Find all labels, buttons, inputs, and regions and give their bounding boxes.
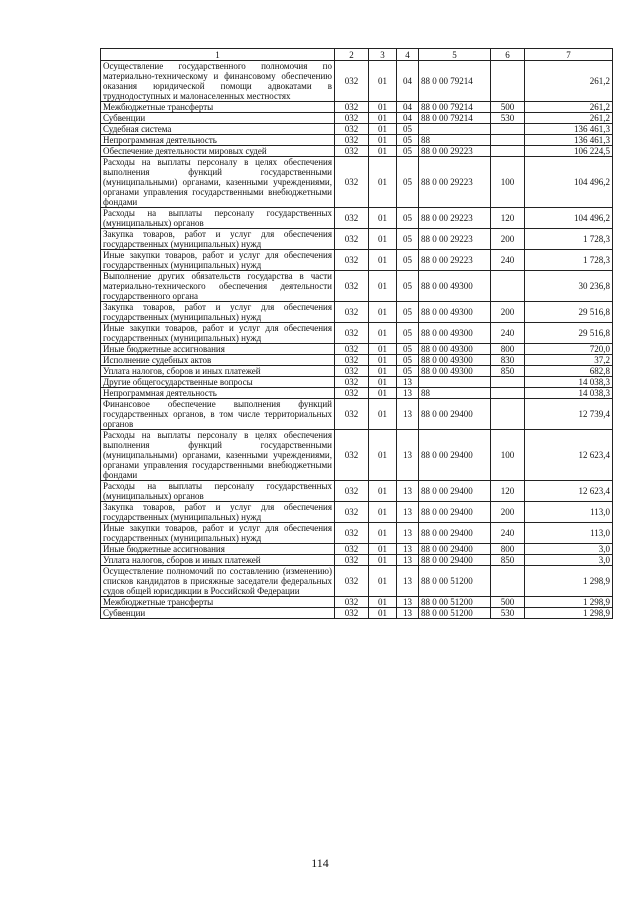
table-row — [101, 61, 613, 102]
row-target-article: 88 0 00 51200 — [419, 608, 491, 619]
row-section: 01 — [369, 597, 397, 608]
row-section: 01 — [369, 271, 397, 302]
row-expense-type: 200 — [491, 229, 525, 250]
row-amount: 14 038,3 — [525, 388, 613, 399]
row-target-article: 88 0 00 49300 — [419, 271, 491, 302]
row-subsection: 05 — [397, 208, 419, 229]
row-subsection: 13 — [397, 523, 419, 544]
row-expense-type: 850 — [491, 555, 525, 566]
row-section: 01 — [369, 608, 397, 619]
row-expense-type — [491, 377, 525, 388]
row-section: 01 — [369, 113, 397, 124]
row-ministry-code: 032 — [335, 502, 369, 523]
row-amount: 12 623,4 — [525, 430, 613, 481]
row-amount: 1 728,3 — [525, 229, 613, 250]
row-section: 01 — [369, 208, 397, 229]
row-ministry-code: 032 — [335, 302, 369, 323]
row-amount: 14 038,3 — [525, 377, 613, 388]
row-subsection: 05 — [397, 124, 419, 135]
row-expense-type: 240 — [491, 250, 525, 271]
row-target-article: 88 0 00 29223 — [419, 208, 491, 229]
row-expense-type: 240 — [491, 523, 525, 544]
row-name: Иные закупки товаров, работ и услуг для обеспечения государственных (муниципальных) нужд — [101, 523, 335, 544]
row-name: Расходы на выплаты персоналу в целях обеспечения выполнения функций государственными (муниципальными) органами, казенными учреждениями, органами управления государственными внебюджетными фондами — [101, 430, 335, 481]
row-name: Закупка товаров, работ и услуг для обеспечения государственных (муниципальных) нужд — [101, 302, 335, 323]
row-name: Осуществление государственного полномочия по материально-техническому и финансовому обеспечению оказания юридической помощи адвокатами в труднодоступных и малонаселенных местностях — [101, 61, 335, 102]
row-ministry-code: 032 — [335, 388, 369, 399]
table-row — [101, 523, 613, 544]
header-cell-3: 3 — [369, 49, 397, 61]
row-section: 01 — [369, 157, 397, 208]
row-ministry-code: 032 — [335, 544, 369, 555]
row-subsection: 04 — [397, 102, 419, 113]
table-row — [101, 566, 613, 597]
row-amount: 3,0 — [525, 555, 613, 566]
header-cell-7: 7 — [525, 49, 613, 61]
row-name: Закупка товаров, работ и услуг для обеспечения государственных (муниципальных) нужд — [101, 502, 335, 523]
row-ministry-code: 032 — [335, 399, 369, 430]
row-ministry-code: 032 — [335, 377, 369, 388]
table-row — [101, 302, 613, 323]
row-expense-type: 800 — [491, 344, 525, 355]
row-expense-type: 200 — [491, 502, 525, 523]
row-expense-type — [491, 399, 525, 430]
row-section: 01 — [369, 61, 397, 102]
row-target-article: 88 0 00 29223 — [419, 250, 491, 271]
row-target-article: 88 0 00 49300 — [419, 302, 491, 323]
row-ministry-code: 032 — [335, 135, 369, 146]
table-row — [101, 323, 613, 344]
row-subsection: 13 — [397, 566, 419, 597]
row-expense-type: 200 — [491, 302, 525, 323]
table-row — [101, 597, 613, 608]
row-ministry-code: 032 — [335, 430, 369, 481]
row-name: Финансовое обеспечение выполнения функций государственных органов, в том числе территориальных органов — [101, 399, 335, 430]
row-expense-type: 530 — [491, 113, 525, 124]
row-expense-type: 830 — [491, 355, 525, 366]
row-expense-type — [491, 61, 525, 102]
row-ministry-code: 032 — [335, 566, 369, 597]
row-subsection: 13 — [397, 481, 419, 502]
row-ministry-code: 032 — [335, 608, 369, 619]
row-section: 01 — [369, 523, 397, 544]
row-section: 01 — [369, 566, 397, 597]
row-amount: 12 623,4 — [525, 481, 613, 502]
row-amount: 261,2 — [525, 102, 613, 113]
row-ministry-code: 032 — [335, 102, 369, 113]
row-expense-type: 120 — [491, 208, 525, 229]
table-row — [101, 355, 613, 366]
row-subsection: 13 — [397, 502, 419, 523]
row-ministry-code: 032 — [335, 323, 369, 344]
row-subsection: 05 — [397, 146, 419, 157]
row-name: Расходы на выплаты персоналу государственных (муниципальных) органов — [101, 481, 335, 502]
budget-table — [100, 48, 613, 619]
header-cell-4: 4 — [397, 49, 419, 61]
row-target-article: 88 0 00 29223 — [419, 229, 491, 250]
row-ministry-code: 032 — [335, 271, 369, 302]
row-subsection: 05 — [397, 271, 419, 302]
row-name: Субвенции — [101, 608, 335, 619]
row-target-article: 88 0 00 29400 — [419, 399, 491, 430]
row-expense-type — [491, 135, 525, 146]
row-subsection: 05 — [397, 344, 419, 355]
header-cell-2: 2 — [335, 49, 369, 61]
row-amount: 682,8 — [525, 366, 613, 377]
row-expense-type: 500 — [491, 102, 525, 113]
row-expense-type — [491, 146, 525, 157]
row-section: 01 — [369, 430, 397, 481]
row-section: 01 — [369, 344, 397, 355]
row-name: Иные бюджетные ассигнования — [101, 344, 335, 355]
row-expense-type: 240 — [491, 323, 525, 344]
row-target-article: 88 0 00 29400 — [419, 555, 491, 566]
row-target-article — [419, 377, 491, 388]
row-ministry-code: 032 — [335, 113, 369, 124]
row-ministry-code: 032 — [335, 208, 369, 229]
header-cell-5: 5 — [419, 49, 491, 61]
row-amount: 3,0 — [525, 544, 613, 555]
row-section: 01 — [369, 323, 397, 344]
row-subsection: 04 — [397, 113, 419, 124]
row-amount: 720,0 — [525, 344, 613, 355]
table-row — [101, 377, 613, 388]
row-target-article: 88 0 00 49300 — [419, 366, 491, 377]
row-amount: 1 728,3 — [525, 250, 613, 271]
table-row — [101, 366, 613, 377]
row-amount: 30 236,8 — [525, 271, 613, 302]
table-row — [101, 399, 613, 430]
row-amount: 261,2 — [525, 61, 613, 102]
row-ministry-code: 032 — [335, 146, 369, 157]
row-target-article: 88 0 00 29400 — [419, 481, 491, 502]
row-section: 01 — [369, 544, 397, 555]
row-ministry-code: 032 — [335, 366, 369, 377]
row-name: Межбюджетные трансферты — [101, 597, 335, 608]
table-row — [101, 608, 613, 619]
row-section: 01 — [369, 302, 397, 323]
row-amount: 136 461,3 — [525, 124, 613, 135]
row-expense-type — [491, 566, 525, 597]
row-target-article: 88 0 00 79214 — [419, 113, 491, 124]
row-expense-type: 500 — [491, 597, 525, 608]
row-target-article: 88 — [419, 135, 491, 146]
row-expense-type: 800 — [491, 544, 525, 555]
row-section: 01 — [369, 124, 397, 135]
row-amount: 1 298,9 — [525, 608, 613, 619]
table-row — [101, 208, 613, 229]
row-ministry-code: 032 — [335, 124, 369, 135]
row-subsection: 05 — [397, 355, 419, 366]
row-ministry-code: 032 — [335, 481, 369, 502]
header-row — [101, 49, 613, 61]
row-section: 01 — [369, 555, 397, 566]
row-target-article: 88 0 00 51200 — [419, 566, 491, 597]
row-ministry-code: 032 — [335, 555, 369, 566]
row-amount: 104 496,2 — [525, 157, 613, 208]
row-ministry-code: 032 — [335, 229, 369, 250]
row-subsection: 13 — [397, 608, 419, 619]
row-ministry-code: 032 — [335, 250, 369, 271]
row-expense-type: 120 — [491, 481, 525, 502]
row-subsection: 05 — [397, 157, 419, 208]
row-target-article: 88 0 00 79214 — [419, 61, 491, 102]
header-cell-1: 1 — [101, 49, 335, 61]
table-row — [101, 344, 613, 355]
row-amount: 1 298,9 — [525, 566, 613, 597]
row-target-article: 88 0 00 49300 — [419, 344, 491, 355]
row-name: Выполнение других обязательств государства в части материально-технического обеспечения деятельности государственного органа — [101, 271, 335, 302]
row-section: 01 — [369, 377, 397, 388]
row-subsection: 04 — [397, 61, 419, 102]
row-ministry-code: 032 — [335, 61, 369, 102]
row-name: Иные закупки товаров, работ и услуг для обеспечения государственных (муниципальных) нужд — [101, 250, 335, 271]
row-subsection: 13 — [397, 597, 419, 608]
row-expense-type: 100 — [491, 430, 525, 481]
row-amount: 104 496,2 — [525, 208, 613, 229]
row-section: 01 — [369, 229, 397, 250]
row-name: Обеспечение деятельности мировых судей — [101, 146, 335, 157]
row-subsection: 05 — [397, 229, 419, 250]
row-amount: 1 298,9 — [525, 597, 613, 608]
row-section: 01 — [369, 135, 397, 146]
row-section: 01 — [369, 102, 397, 113]
row-target-article — [419, 124, 491, 135]
row-target-article: 88 0 00 29223 — [419, 146, 491, 157]
row-subsection: 13 — [397, 430, 419, 481]
row-section: 01 — [369, 481, 397, 502]
row-section: 01 — [369, 388, 397, 399]
row-name: Уплата налогов, сборов и иных платежей — [101, 555, 335, 566]
row-target-article: 88 0 00 29400 — [419, 523, 491, 544]
row-expense-type: 530 — [491, 608, 525, 619]
row-name: Судебная система — [101, 124, 335, 135]
row-amount: 113,0 — [525, 523, 613, 544]
row-target-article: 88 0 00 49300 — [419, 323, 491, 344]
row-subsection: 13 — [397, 544, 419, 555]
table-row — [101, 544, 613, 555]
row-amount: 12 739,4 — [525, 399, 613, 430]
table-row — [101, 113, 613, 124]
row-name: Исполнение судебных актов — [101, 355, 335, 366]
row-name: Иные закупки товаров, работ и услуг для обеспечения государственных (муниципальных) нужд — [101, 323, 335, 344]
row-subsection: 05 — [397, 250, 419, 271]
row-name: Иные бюджетные ассигнования — [101, 544, 335, 555]
table-row — [101, 481, 613, 502]
row-target-article: 88 0 00 29400 — [419, 502, 491, 523]
header-cell-6: 6 — [491, 49, 525, 61]
row-amount: 37,2 — [525, 355, 613, 366]
table-row — [101, 430, 613, 481]
row-name: Другие общегосударственные вопросы — [101, 377, 335, 388]
row-subsection: 13 — [397, 555, 419, 566]
row-name: Межбюджетные трансферты — [101, 102, 335, 113]
row-expense-type: 100 — [491, 157, 525, 208]
row-subsection: 05 — [397, 366, 419, 377]
row-section: 01 — [369, 355, 397, 366]
table-row — [101, 555, 613, 566]
row-name: Расходы на выплаты персоналу в целях обеспечения выполнения функций государственными (муниципальными) органами, казенными учреждениями, органами управления государственными внебюджетными фондами — [101, 157, 335, 208]
row-subsection: 13 — [397, 388, 419, 399]
row-amount: 261,2 — [525, 113, 613, 124]
row-section: 01 — [369, 502, 397, 523]
row-subsection: 13 — [397, 377, 419, 388]
row-ministry-code: 032 — [335, 355, 369, 366]
row-section: 01 — [369, 366, 397, 377]
table-row — [101, 135, 613, 146]
table-row — [101, 124, 613, 135]
row-ministry-code: 032 — [335, 344, 369, 355]
row-amount: 106 224,5 — [525, 146, 613, 157]
row-target-article: 88 — [419, 388, 491, 399]
row-expense-type: 850 — [491, 366, 525, 377]
row-ministry-code: 032 — [335, 597, 369, 608]
row-subsection: 05 — [397, 302, 419, 323]
table-row — [101, 157, 613, 208]
row-ministry-code: 032 — [335, 157, 369, 208]
row-name: Непрограммная деятельность — [101, 135, 335, 146]
row-target-article: 88 0 00 51200 — [419, 597, 491, 608]
row-amount: 113,0 — [525, 502, 613, 523]
row-expense-type — [491, 271, 525, 302]
row-name: Закупка товаров, работ и услуг для обеспечения государственных (муниципальных) нужд — [101, 229, 335, 250]
table-row — [101, 146, 613, 157]
table-row — [101, 271, 613, 302]
row-ministry-code: 032 — [335, 523, 369, 544]
table-row — [101, 250, 613, 271]
row-subsection: 13 — [397, 399, 419, 430]
table-row — [101, 502, 613, 523]
row-section: 01 — [369, 146, 397, 157]
row-name: Субвенции — [101, 113, 335, 124]
row-target-article: 88 0 00 49300 — [419, 355, 491, 366]
row-name: Осуществление полномочий по составлению (изменению) списков кандидатов в присяжные заседатели федеральных судов общей юрисдикции в Российской Федерации — [101, 566, 335, 597]
row-name: Непрограммная деятельность — [101, 388, 335, 399]
row-subsection: 05 — [397, 135, 419, 146]
table-row — [101, 388, 613, 399]
row-section: 01 — [369, 399, 397, 430]
row-target-article: 88 0 00 29400 — [419, 430, 491, 481]
row-target-article: 88 0 00 29223 — [419, 157, 491, 208]
page-number: 114 — [311, 856, 329, 870]
row-section: 01 — [369, 250, 397, 271]
row-name: Расходы на выплаты персоналу государственных (муниципальных) органов — [101, 208, 335, 229]
row-target-article: 88 0 00 29400 — [419, 544, 491, 555]
row-target-article: 88 0 00 79214 — [419, 102, 491, 113]
row-expense-type — [491, 388, 525, 399]
row-amount: 136 461,3 — [525, 135, 613, 146]
row-subsection: 05 — [397, 323, 419, 344]
table-row — [101, 102, 613, 113]
row-expense-type — [491, 124, 525, 135]
table-row — [101, 229, 613, 250]
row-name: Уплата налогов, сборов и иных платежей — [101, 366, 335, 377]
row-amount: 29 516,8 — [525, 302, 613, 323]
row-amount: 29 516,8 — [525, 323, 613, 344]
